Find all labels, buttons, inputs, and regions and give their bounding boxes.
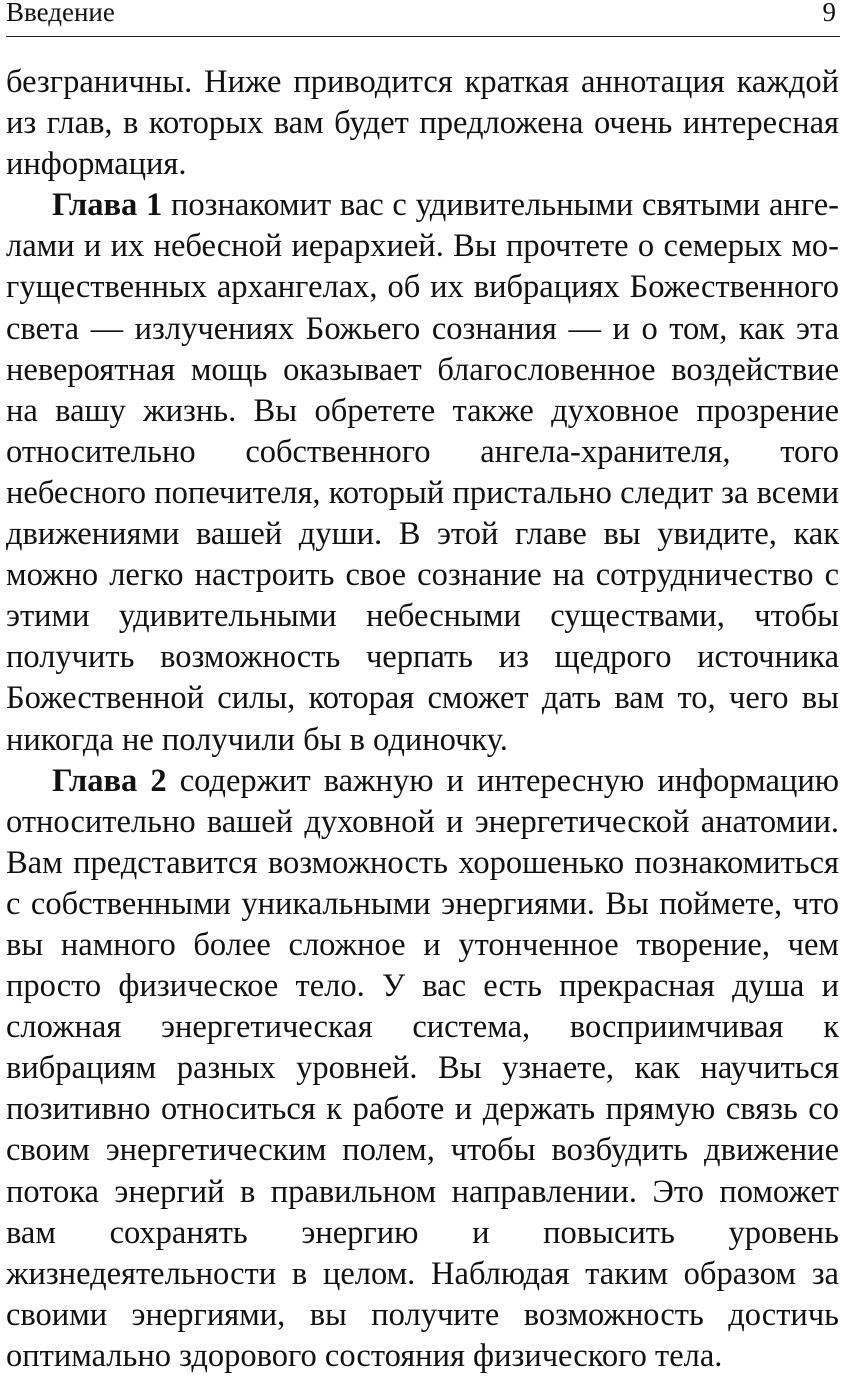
section-title: Введение — [6, 0, 115, 27]
paragraph-intro-continuation — [6, 62, 839, 185]
paragraph-text: содержит важную и интересную информацию относительно вашей духовной и энергетической анатомии. Вам представится возможность хорошенько познакомиться с собственными уникальными энергиями. Вы поймете, что вы намного более сложное и утонченное творение, чем просто физическое тело. У вас есть прекрасная душа и сложная энергетическая система, восприимчивая к вибрациям разных уровней. Вы узнаете, как научиться позитивно относиться к работе и держать прямую связь со своим энергетическим полем, чтобы возбудить движение потока энергий в правильном направлении. Это поможет вам сохранять энергию и повысить уровень жизнедеятельности в целом. Наблюдая таким образом за своими энергиями, вы получите возможность достичь оптимально здорового состояния физического тела. — [6, 762, 840, 1374]
running-header — [6, 0, 840, 37]
chapter-heading-inline: Глава 2 — [52, 762, 167, 799]
chapter-heading-inline: Глава 1 — [52, 187, 163, 224]
paragraph-chapter-1 — [6, 185, 839, 760]
paragraph-chapter-2 — [6, 761, 839, 1377]
page-number: 9 — [822, 0, 836, 27]
body-text — [6, 62, 839, 1377]
paragraph-text: познакомит вас с удивительными святыми ангелами и их небесной иерархией. Вы прочтете о семерых могущественных архангелах, об их вибрациях Божественного света — излучениях Божьего сознания — и о том, как эта невероятная мощь оказывает благословенное воздействие на вашу жизнь. Вы обретете также духовное прозрение относительно собственного ангела-хранителя, того небесного попечителя, который пристально следит за всеми движениями вашей души. В этой главе вы увидите, как можно легко настроить свое сознание на сотрудничество с этими удивительными небесными существами, чтобы получить возможность черпать из щедрого источника Божественной силы, которая сможет дать вам то, чего вы никогда не получили бы в одиночку. — [6, 187, 839, 758]
paragraph-text: безграничны. Ниже приводится краткая аннотация каждой из глав, в которых вам будет предложена очень интересная информация. — [6, 64, 839, 183]
